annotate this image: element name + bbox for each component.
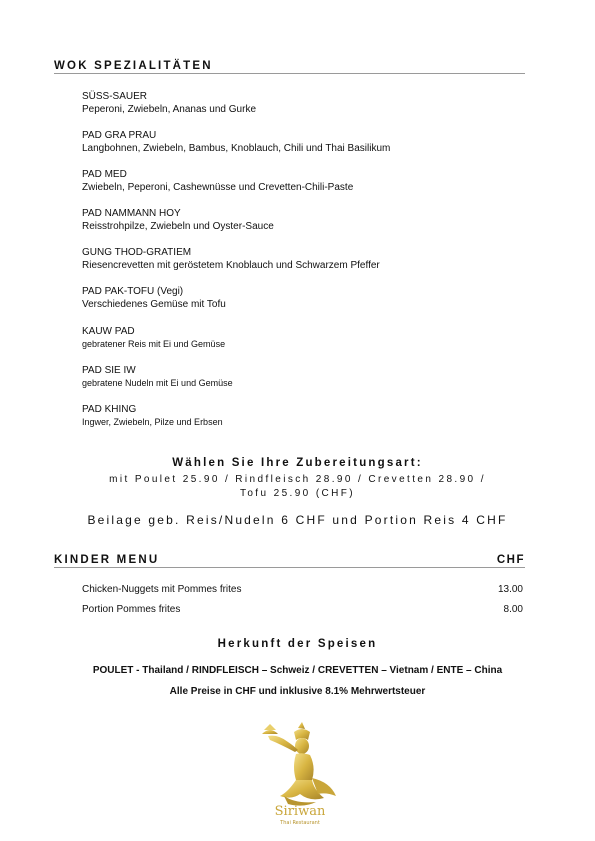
dish-description: Reisstrohpilze, Zwiebeln und Oyster-Sauce: [82, 221, 274, 232]
preparation-prices-line2: Tofu 25.90 (CHF): [239, 488, 356, 499]
dish-name: SÜSS-SAUER: [82, 91, 148, 102]
dish-description: gebratener Reis mit Ei und Gemüse: [82, 339, 226, 349]
dish-item: [82, 90, 532, 116]
sides-note: Beilage geb. Reis/Nudeln 6 CHF und Portion Reis 4 CHF: [87, 513, 508, 527]
dish-name: PAD MED: [82, 169, 127, 180]
dish-item: [82, 207, 532, 233]
dish-description: Ingwer, Zwiebeln, Pilze und Erbsen: [82, 417, 223, 427]
prices-vat-note: Alle Preise in CHF und inklusive 8.1% Mehrwertsteuer: [169, 686, 426, 697]
logo-name: Siriwan: [274, 804, 326, 819]
dish-name: PAD SIE IW: [82, 365, 136, 376]
kids-item-name: Portion Pommes frites: [82, 604, 181, 615]
kids-item-name: Chicken-Nuggets mit Pommes frites: [82, 584, 242, 595]
kids-item-price: 13.00: [497, 584, 523, 595]
dish-item: [82, 364, 532, 390]
kids-item-price: 8.00: [503, 604, 523, 615]
dish-name: KAUW PAD: [82, 326, 135, 337]
dish-description: Verschiedenes Gemüse mit Tofu: [82, 299, 226, 310]
kids-section-title: KINDER MENU: [54, 554, 160, 566]
dish-name: PAD KHING: [82, 404, 137, 415]
dish-item: [82, 285, 532, 311]
siriwan-logo: [240, 722, 360, 827]
kids-section-header: [54, 554, 525, 568]
dish-description: gebratene Nudeln mit Ei und Gemüse: [82, 378, 233, 388]
dish-item: [82, 325, 532, 351]
dish-name: PAD NAMMANN HOY: [82, 208, 181, 219]
dish-name: PAD PAK-TOFU (Vegi): [82, 286, 184, 297]
preparation-title: Wählen Sie Ihre Zubereitungsart:: [172, 457, 423, 469]
kids-menu-item: [82, 584, 523, 595]
dish-name: GUNG THOD-GRATIEM: [82, 247, 192, 258]
dish-item: [82, 129, 532, 155]
logo-tagline: Thai Restaurant: [280, 820, 320, 826]
dish-description: Peperoni, Zwiebeln, Ananas und Gurke: [82, 104, 256, 115]
wok-section-title: WOK SPEZIALITÄTEN: [54, 60, 213, 72]
wok-section-header: [54, 60, 525, 74]
dish-item: [82, 403, 532, 429]
dish-description: Langbohnen, Zwiebeln, Bambus, Knoblauch, Chili und Thai Basilikum: [82, 143, 391, 154]
dish-name: PAD GRA PRAU: [82, 130, 157, 141]
origin-line: POULET - Thailand / RINDFLEISCH – Schweiz / CREVETTEN – Vietnam / ENTE – China: [92, 665, 503, 676]
dish-item: [82, 168, 532, 194]
preparation-prices-line1: mit Poulet 25.90 / Rindfleisch 28.90 / Crevetten 28.90 /: [109, 474, 486, 485]
kids-menu-item: [82, 604, 523, 615]
dish-description: Riesencrevetten mit geröstetem Knoblauch und Schwarzem Pfeffer: [82, 260, 380, 271]
dish-item: [82, 246, 532, 272]
dish-description: Zwiebeln, Peperoni, Cashewnüsse und Crevetten-Chili-Paste: [82, 182, 354, 193]
origin-title: Herkunft der Speisen: [217, 638, 378, 650]
dancer-emblem-icon: [240, 722, 360, 827]
kids-currency-label: CHF: [496, 554, 525, 566]
